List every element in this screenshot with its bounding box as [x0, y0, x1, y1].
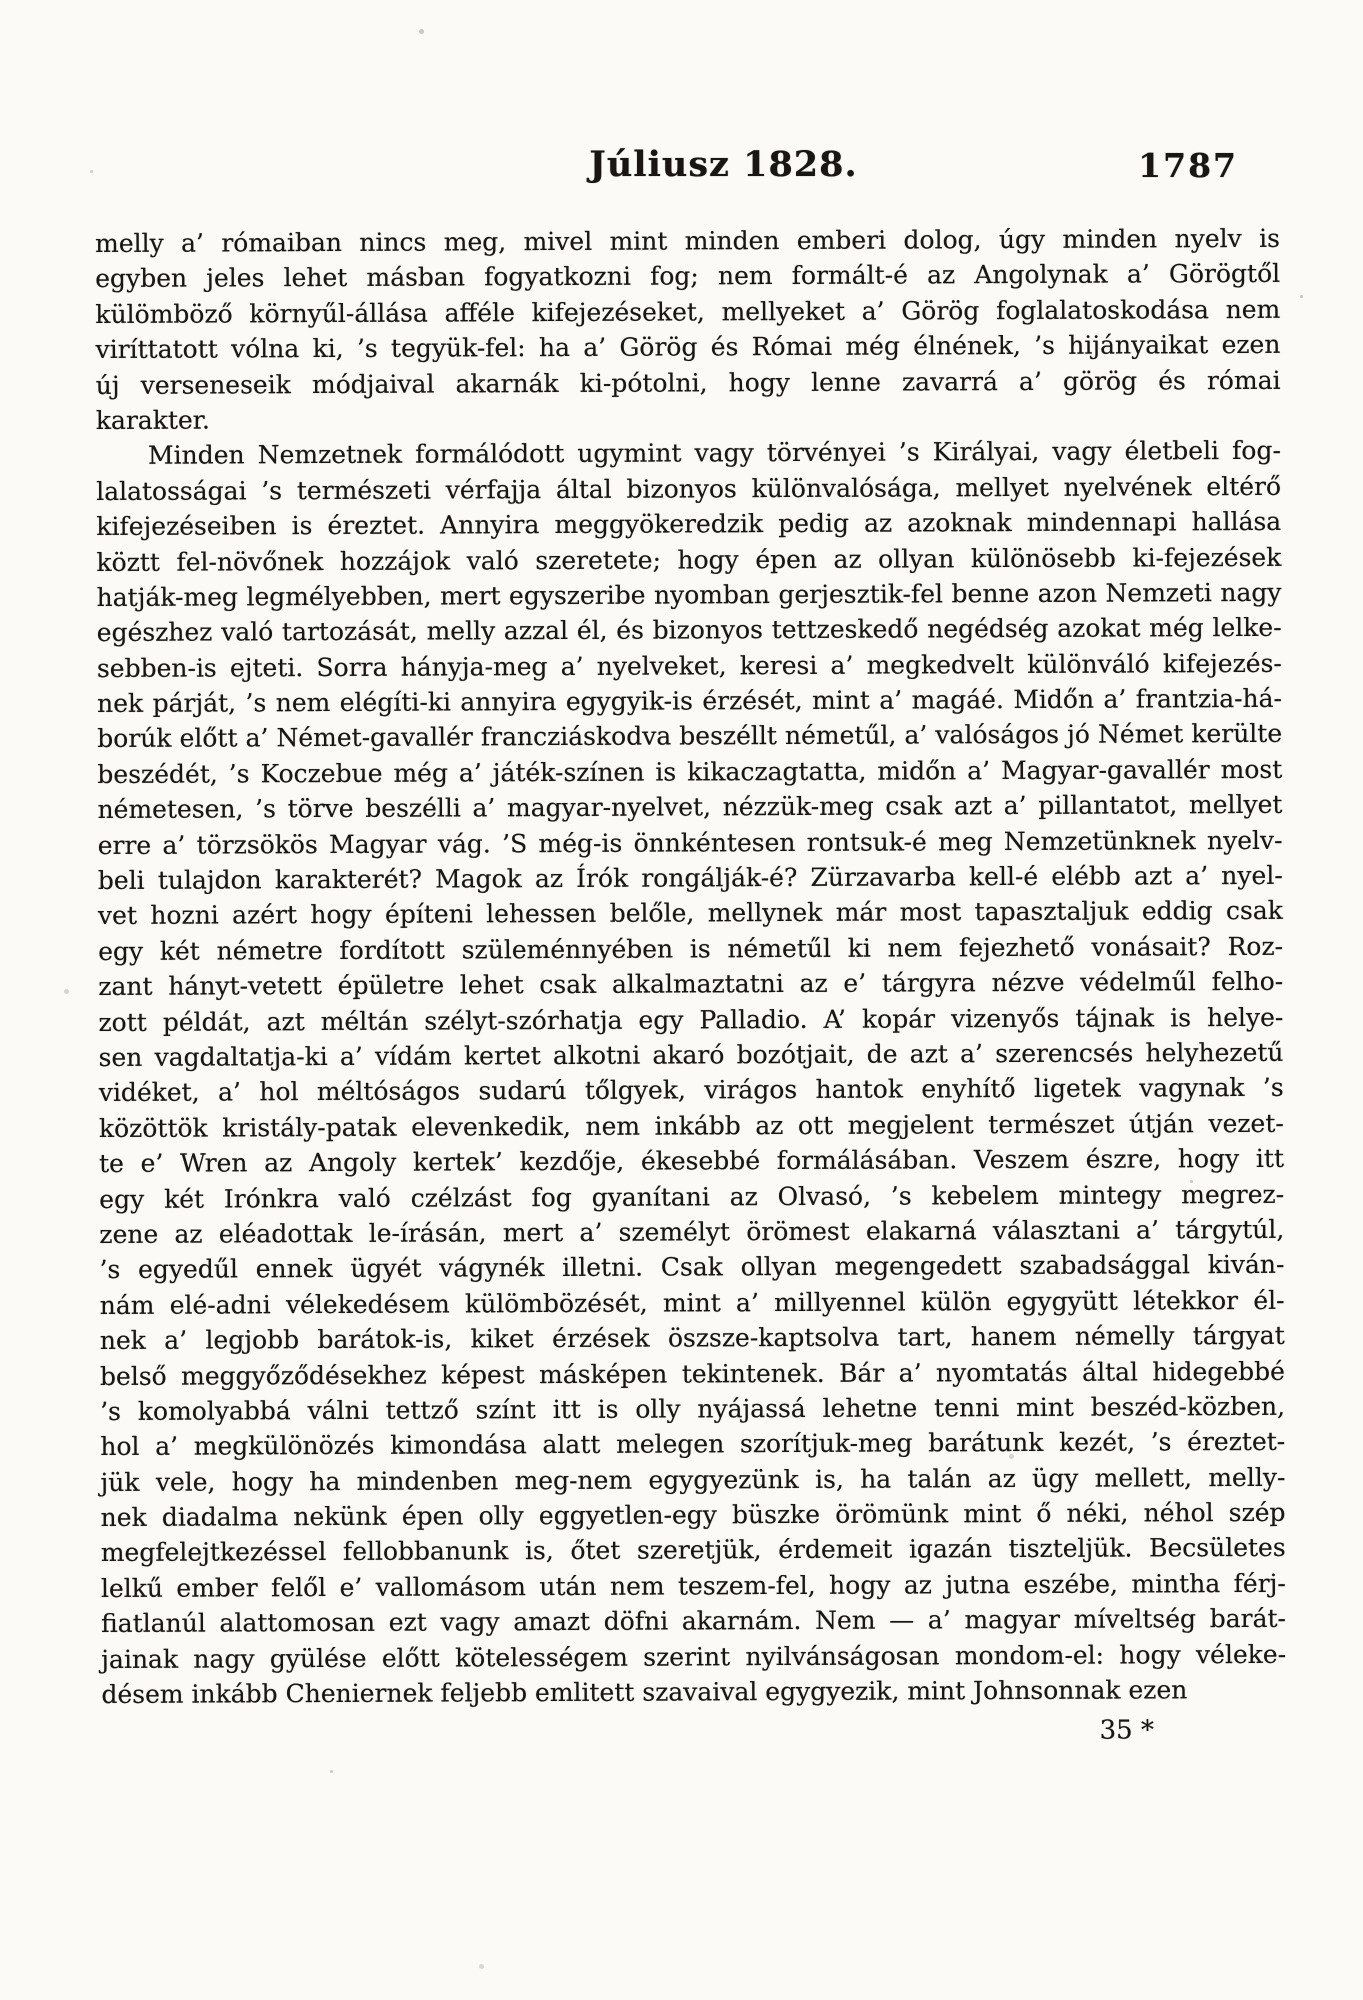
text-line-content: te e’ Wren az Angoly kertek’ kezdője, ékesebbé formálásában. Veszem észre, hogy itt	[99, 1143, 1285, 1179]
text-line	[98, 964, 1283, 1005]
text-line	[98, 822, 1283, 863]
text-line-content: beszédét, ’s Koczebue még a’ játék-színen is kikaczagtatta, midőn a’ Magyar-gavallér most	[97, 754, 1283, 789]
text-line-content: külömböző környűl-állása afféle kifejezéseket, mellyeket a’ Görög foglalatoskodása nem	[95, 294, 1281, 329]
text-line-content: désem inkább Cheniernek feljebb emlitett szavaival egygyezik, mint Johnsonnak ezen	[101, 1675, 1188, 1710]
text-line-content: lelkű ember felől e’ vallomásom után nem teszem-fel, hogy az jutna eszébe, mintha férj-	[100, 1568, 1286, 1603]
text-line	[96, 433, 1281, 474]
text-line-content: ’s komolyabbá válni tettző színt itt is olly nyájassá lehetne tenni mint beszéd-közben,	[100, 1391, 1286, 1426]
text-line-content: kifejezéseiben is éreztet. Annyira meggyökeredzik pedig az azoknak mindennapi hallása	[96, 506, 1282, 542]
text-line	[101, 1530, 1286, 1571]
text-line-content: sebben-is ejteti. Sorra hányja-meg a’ nyelveket, keresi a’ megkedvelt különváló kifejezés-	[96, 648, 1282, 683]
text-line-content: zott példát, azt méltán szélyt-szórhatja egy Palladio. A’ kopár vizenyős tájnak is helye-	[98, 1002, 1284, 1037]
text-line	[101, 1566, 1286, 1607]
text-line	[101, 1495, 1286, 1536]
text-line-content: lalatosságai ’s természeti vérfajja által bizonyos különvalósága, mellyet nyelvének eltérő	[96, 471, 1282, 506]
text-line-content: beli tulajdon karakterét? Magok az Írók rongálják-é? Zürzavarba kell-é elébb azt a’ nyel-	[97, 860, 1283, 896]
text-line-content: nám elé-adni vélekedésem külömbözését, mint a’ millyennel külön egygyütt létekkor él-	[99, 1285, 1285, 1320]
signature-mark: 35 *	[1099, 1715, 1155, 1747]
text-line	[95, 256, 1280, 297]
text-line-content: nek a’ legjobb barátok-is, kiket érzések öszsze-kaptsolva tart, hanem némelly tárgyat	[99, 1320, 1285, 1356]
text-line	[100, 1283, 1285, 1324]
text-line	[95, 292, 1280, 333]
text-line	[100, 1424, 1285, 1465]
text-line-content: nek párját, ’s nem elégíti-ki annyira egygyik-is érzését, mint a’ magáé. Midőn a’ frantzia-há-	[97, 683, 1283, 719]
text-line-content: ’s egyedűl ennek ügyét vágynék illetni. Csak ollyan megengedett szabadsággal kiván-	[99, 1250, 1285, 1285]
text-line-content: jainak nagy gyülése előtt kötelességem szerint nyilvánságosan mondom-el: hogy véleke-	[101, 1639, 1287, 1674]
text-line-content: erre a’ törzsökös Magyar vág. ’S még-is önnkéntesen rontsuk-é meg Nemzetünknek nyelv-	[97, 825, 1283, 860]
text-line	[100, 1318, 1285, 1359]
text-line-content: vet hozni azért hogy építeni lehessen belőle, mellynek már most tapasztaljuk eddig csak	[97, 896, 1283, 931]
text-line	[96, 398, 1281, 439]
text-line	[99, 1070, 1284, 1111]
text-line	[96, 504, 1281, 545]
text-line-content: egészhez való tartozását, melly azzal él, és bizonyos tettzeskedő negédség azokat még lelke-	[96, 613, 1282, 648]
text-line-content: németesen, ’s törve beszélli a’ magyar-nyelvet, nézzük-meg csak azt a’ pillantatot, mellyet	[97, 790, 1283, 825]
text-line-content: új verseneseik módjaival akarnák ki-pótolni, hogy lenne zavarrá a’ görög és római	[95, 365, 1281, 400]
text-line	[99, 1141, 1284, 1182]
text-line	[98, 929, 1283, 970]
text-line	[100, 1353, 1285, 1394]
text-line	[97, 787, 1282, 828]
running-title: Júliusz 1828.	[589, 144, 858, 185]
text-line	[97, 610, 1282, 651]
text-line-content: zant hányt-vetett épületre lehet csak alkalmaztatni az e’ tárgyra nézve védelműl felho-	[98, 967, 1284, 1002]
text-line-content: hatják-meg legmélyebben, mert egyszeribe nyomban gerjesztik-fel benne azon Nemzeti nagy	[96, 577, 1282, 612]
text-line	[98, 858, 1283, 899]
text-line	[101, 1672, 1286, 1713]
text-line-content: sen vagdaltatja-ki a’ vídám kertet alkotni akaró bozótjait, de azt a’ szerencsés helyhezetű	[98, 1037, 1284, 1072]
text-line	[99, 1106, 1284, 1147]
text-line-content: viríttatott vólna ki, ’s tegyük-fel: ha a’ Görög és Római még élnének, ’s hijányaikat ezen	[95, 330, 1281, 365]
text-line	[100, 1389, 1285, 1430]
text-line	[98, 999, 1283, 1040]
text-line	[96, 362, 1281, 403]
text-line	[96, 469, 1281, 510]
text-line	[96, 539, 1281, 580]
text-line-content: köztt fel-növőnek hozzájok való szeretete; hogy épen az ollyan különösebb ki-fejezések	[96, 542, 1282, 577]
text-line-content: belső meggyőződésekhez képest másképen tekintenek. Bár a’ nyomtatás által hidegebbé	[99, 1356, 1285, 1391]
text-line-content: egy két németre fordított szüleménnyében is németűl ki nem fejezhető vonásait? Roz-	[98, 931, 1284, 966]
text-line	[99, 1212, 1284, 1253]
text-line	[101, 1601, 1286, 1642]
text-line	[97, 646, 1282, 687]
text-block	[95, 221, 1287, 1753]
text-line-content: egy két Irónkra való czélzást fog gyanítani az Olvasó, ’s kebelem mintegy megrez-	[99, 1179, 1285, 1214]
page-header	[95, 140, 1280, 204]
text-line-content: nek diadalma nekünk épen olly eggyetlen-egy büszke örömünk mint ő néki, néhol szép	[100, 1497, 1286, 1533]
text-line-content: fiatlanúl alattomosan ezt vagy amazt döfni akarnám. Nem — a’ magyar míveltség barát-	[101, 1604, 1287, 1639]
page-number: 1787	[1138, 146, 1238, 185]
text-line-content: borúk előtt a’ Német-gavallér francziáskodva beszéllt németűl, a’ valóságos jó Német kerülte	[97, 719, 1283, 754]
text-line	[95, 327, 1280, 368]
text-line	[99, 1035, 1284, 1076]
text-line	[97, 681, 1282, 722]
text-line-content: egyben jeles lehet másban fogyatkozni fog; nem formált-é az Angolynak a’ Görögtől	[95, 259, 1281, 294]
text-line-content: jük vele, hogy ha mindenben meg-nem egygyezünk is, ha talán az ügy mellett, melly-	[100, 1462, 1286, 1497]
text-line-content: közöttök kristály-patak elevenkedik, nem inkább az ott megjelent természet útján vezet-	[98, 1108, 1284, 1143]
text-line	[98, 893, 1283, 934]
text-line	[97, 575, 1282, 616]
text-line	[97, 752, 1282, 793]
text-line-content: zene az eléadottak le-írásán, mert a’ személyt örömest elakarná választani a’ tárgytúl,	[99, 1214, 1285, 1249]
text-line	[99, 1247, 1284, 1288]
text-line	[101, 1636, 1286, 1677]
text-line	[95, 221, 1280, 262]
text-line-content: melly a’ rómaiban nincs meg, mivel mint minden emberi dolog, úgy minden nyelv is	[95, 223, 1281, 258]
text-line	[100, 1459, 1285, 1500]
text-line	[99, 1176, 1284, 1217]
text-line-content: Minden Nemzetnek formálódott ugymint vagy törvényei ’s Királyai, vagy életbeli fog-	[147, 436, 1281, 471]
text-line-content: megfelejtkezéssel fellobbanunk is, őtet szeretjük, érdemeit igazán tiszteljük. Becsületes	[100, 1533, 1286, 1568]
text-line	[97, 716, 1282, 757]
text-line-content: karakter.	[95, 405, 210, 435]
text-line-content: vidéket, a’ hol méltóságos sudarú tőlgyek, virágos hantok enyhítő ligetek vagynak ’s	[98, 1073, 1284, 1108]
text-line-content: hol a’ megkülönözés kimondása alatt melegen szorítjuk-meg barátunk kezét, ’s éreztet-	[100, 1427, 1286, 1462]
